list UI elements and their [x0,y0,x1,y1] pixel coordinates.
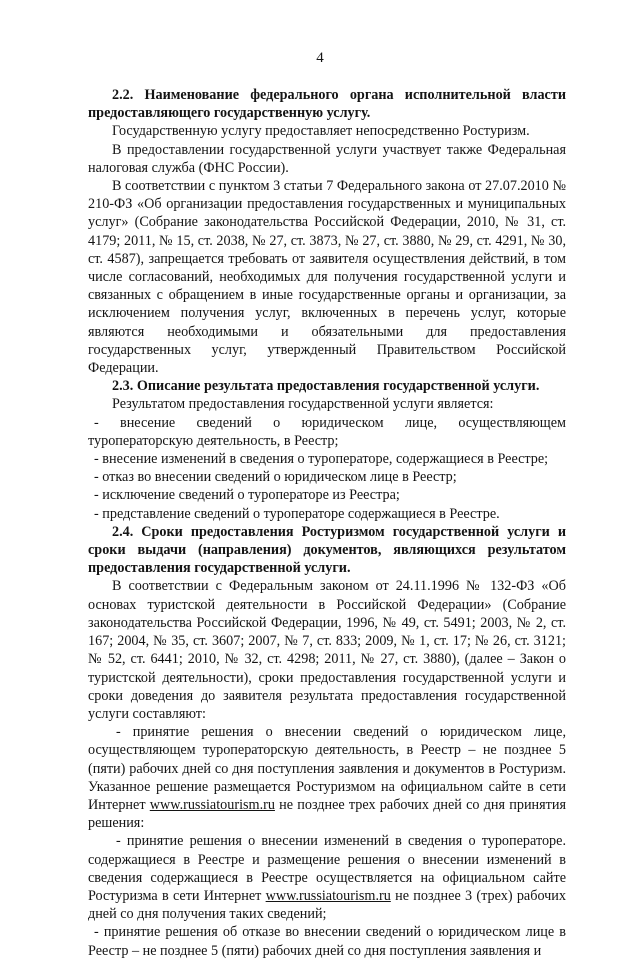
list-item: - принятие решения об отказе во внесении сведений о юридическом лице в Реестр – не позднее 5 (пяти) рабочих дней со дня поступления заявления и [88,924,566,959]
paragraph: В предоставлении государственной услуги участвует также Федеральная налоговая служба (ФНС России). [88,141,566,176]
list-item: - представление сведений о туроператоре содержащиеся в Реестре. [94,505,500,522]
list-item: - внесение сведений о юридическом лице, осуществляющем туроператорскую деятельность, в Реестр; [88,414,566,449]
list-item: - принятие решения о внесении сведений о юридическом лице, осуществляющем туроператорскую деятельность, в Реестр – не позднее 5 (пяти) рабочих дней со дня поступления заявления и документов в Ростуризм. Указанное решение размещается Ростуризмом на официальном сайте в сети Интернет www.russiatourism.ru не позднее трех рабочих дней со дня принятия решения: [88,724,566,832]
list-item: - внесение изменений в сведения о туроператоре, содержащиеся в Реестре; [94,451,549,468]
paragraph: В соответствии с Федеральным законом от 24.11.1996 № 132-ФЗ «Об основах туристской деятельности в Российской Федерации» (Собрание законодательства Российской Федерации, 1996, № 49, ст. 5491; 2003, № 2, ст. 167; 2004, № 35, ст. 3607; 2007, № 7, ст. 833; 2009, № 1, ст. 17; № 26, ст. 3121; № 52, ст. 6441; 2010, № 32, ст. 4298; 2011, № 27, ст. 3880), (далее – Закон о туристской деятельности), сроки предоставления государственной услуги и сроки доведения до заявителя результата предоставления государственной услуги составляют: [88,578,566,722]
paragraph: Результатом предоставления государственной услуги является: [112,396,494,413]
section-heading-2-3: 2.3. Описание результата предоставления государственной услуги. [112,378,540,395]
list-item: - отказ во внесении сведений о юридическом лице в Реестр; [94,469,457,486]
section-heading-2-2: 2.2. Наименование федерального органа исполнительной власти предоставляющего государственную услугу. [88,87,566,122]
section-heading-2-4: 2.4. Сроки предоставления Ростуризмом государственной услуги и сроки выдачи (направления) документов, являющихся результатом предоставления государственной услуги. [88,523,566,577]
document-body [88,86,566,960]
page-number: 4 [316,50,324,66]
paragraph: В соответствии с пунктом 3 статьи 7 Федерального закона от 27.07.2010 № 210-ФЗ «Об организации предоставления государственных и муниципальных услуг» (Собрание законодательства Российской Федерации, 2010, № 31, ст. 4179; 2011, № 15, ст. 2038, № 27, ст. 3873, № 27, ст. 3880, № 29, ст. 4291, № 30, ст. 4587), запрещается требовать от заявителя осуществления действий, в том числе согласований, необходимых для получения государственной услуги и связанных с обращением в иные государственные органы и организации, за исключением получения услуг, включенных в перечень услуг, которые являются необходимыми и обязательными для предоставления государственных услуг, утвержденный Правительством Российской Федерации. [88,178,566,377]
website-link[interactable]: www.russiatourism.ru [149,796,275,813]
paragraph: Государственную услугу предоставляет непосредственно Ростуризм. [112,123,530,140]
list-item: - исключение сведений о туроператоре из Реестра; [94,487,400,504]
website-link[interactable]: www.russiatourism.ru [265,887,391,904]
list-item: - принятие решения о внесении изменений в сведения о туроператоре. содержащиеся в Реестре и размещение решения о внесении изменений в сведения содержащиеся в Реестре осуществляется на официальном сайте Ростуризма в сети Интернет www.russiatourism.ru не позднее 3 (трех) рабочих дней со дня получения таких сведений; [88,833,566,923]
